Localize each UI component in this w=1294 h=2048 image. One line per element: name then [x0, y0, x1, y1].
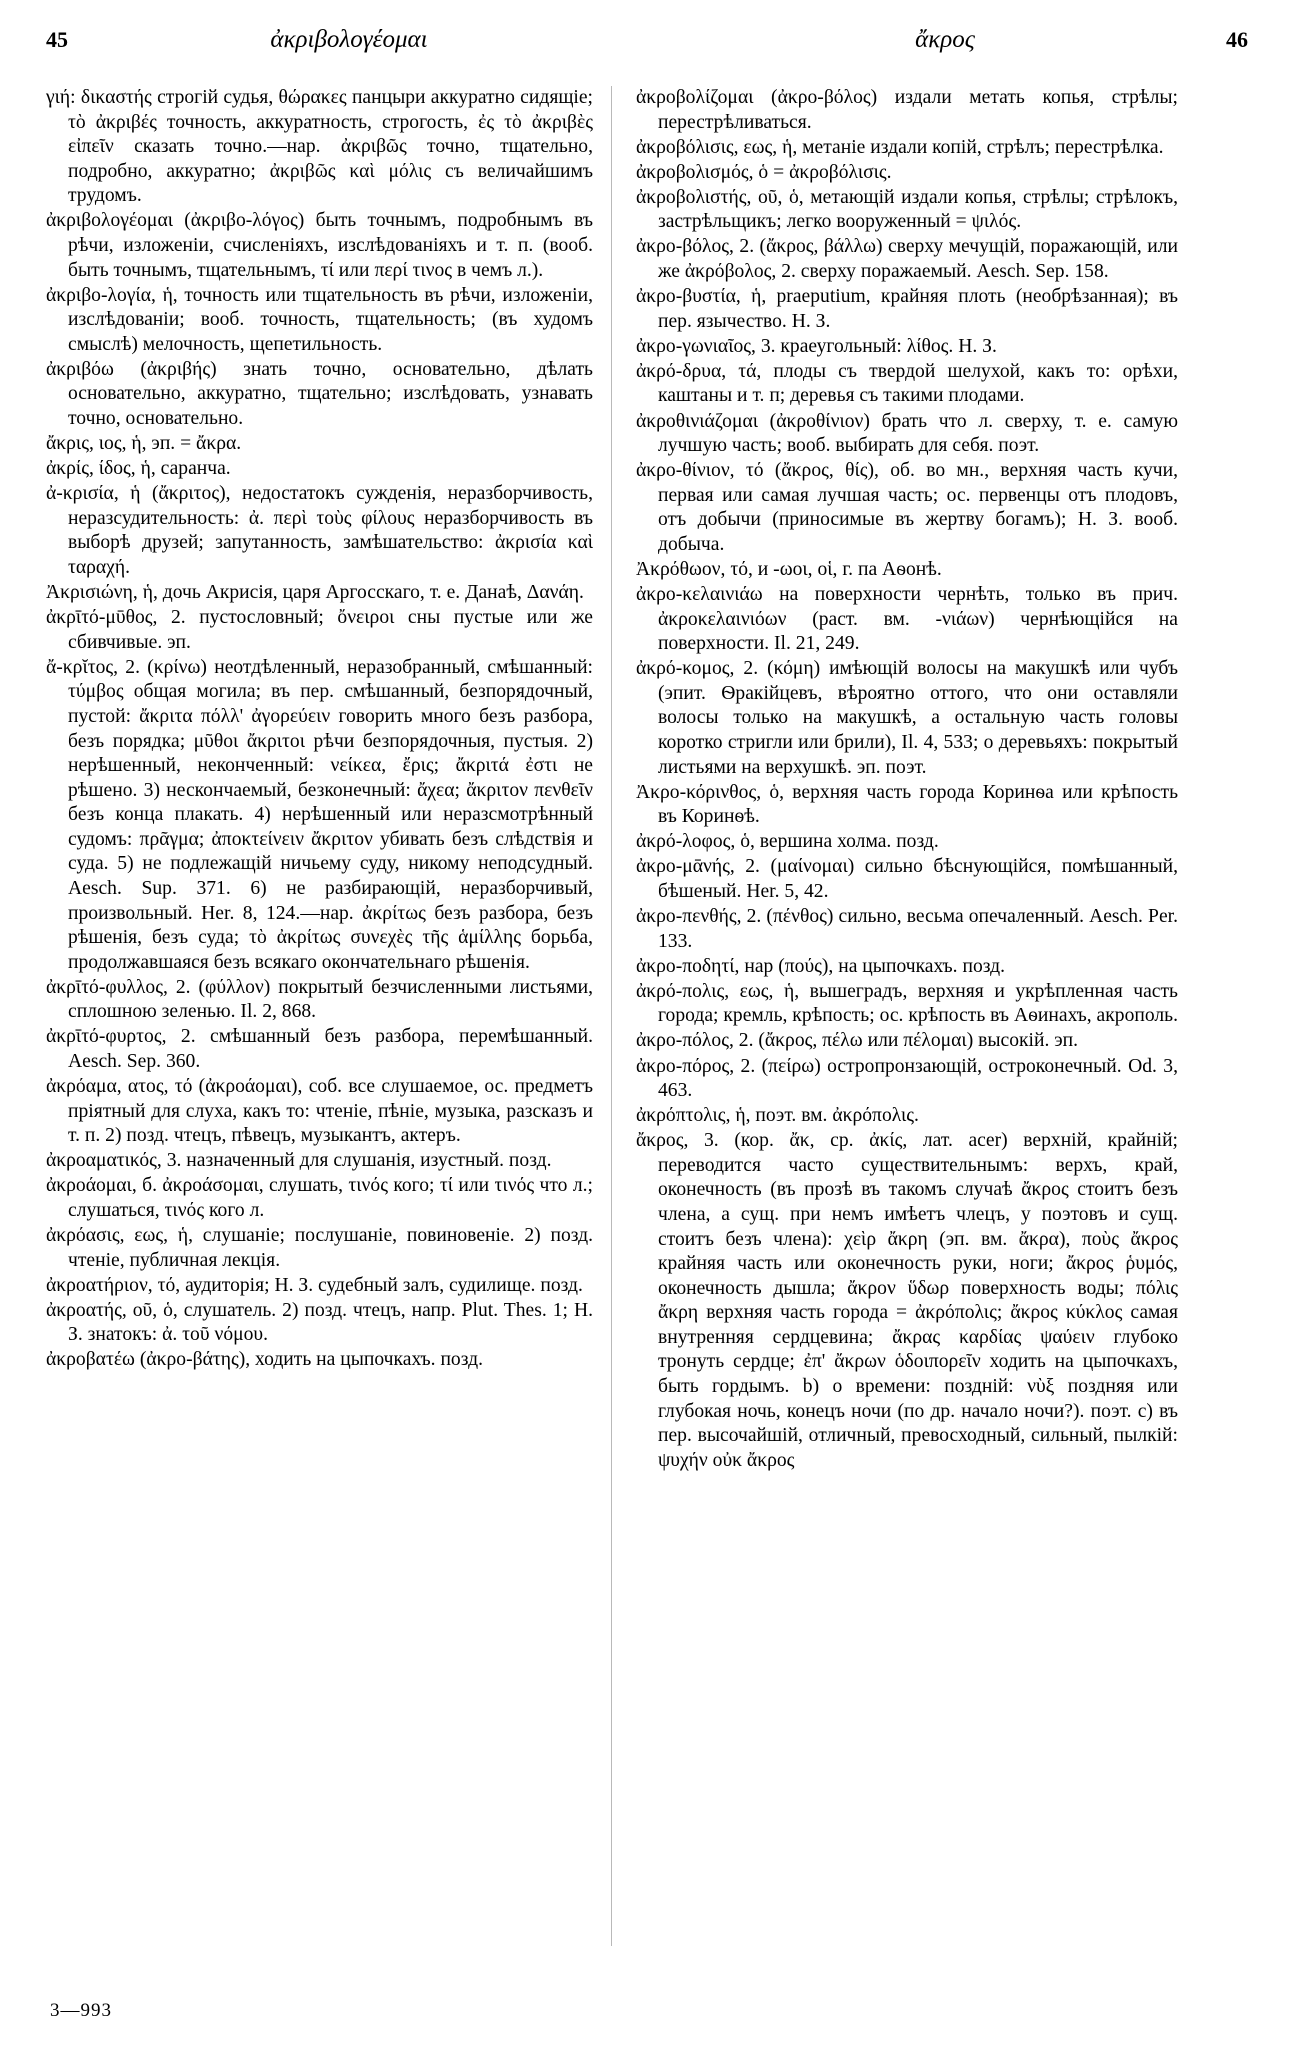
- dictionary-entry: ἀκρόπτολις, ἡ, поэт. вм. ἀκρόπολις.: [636, 1105, 919, 1127]
- dictionary-entry: ἀκρῑτό-φυλλος, 2. (φύλλον) покрытый безчисленными листьями, сплошною зеленью. Il. 2, 868.: [46, 976, 593, 1023]
- dictionary-entry: ἀκροαματικός, 3. назначенный для слушанія, изустный. позд.: [46, 1150, 552, 1172]
- dictionary-entry: ἀκροβολίζομαι (ἀκρο-βόλος) издали метать копья, стрѣлы; перестрѣливаться.: [636, 87, 1178, 133]
- dictionary-entry: ἀκριβόω (ἀκριβής) знать точно, основательно, дѣлать основательно, аккуратно, тщательно; изслѣдовать, узнавать точно, основательно.: [46, 358, 593, 430]
- dictionary-entry: ἀκρίς, ίδος, ἡ, саранча.: [46, 458, 231, 480]
- dictionary-entry: Ἀκρισιώνη, ἡ, дочь Акрисія, царя Аргосскаго, т. е. Данаѣ, Δανάη.: [46, 582, 584, 604]
- dictionary-entry: ἀκριβο-λογία, ἡ, точность или тщательность въ рѣчи, изложеніи, изслѣдованіи; вооб. точность, тщательность; (въ худомъ смыслѣ) мелочность, щепетильность.: [46, 284, 593, 355]
- dictionary-entry: ἀκρόασις, εως, ἡ, слушаніе; послушаніе, повиновеніе. 2) позд. чтеніе, публичная лекція.: [46, 1225, 593, 1271]
- dictionary-entry: ἀκρο-πόρος, 2. (πείρω) остропронзающій, остроконечный. Od. 3, 463.: [636, 1055, 1178, 1102]
- folio-right: 46: [1226, 27, 1248, 52]
- dictionary-entry: ἀκροβολιστής, οῦ, ὁ, метающій издали копья, стрѣлы; стрѣлокъ, застрѣльщикъ; легко вооруженный = ψιλός.: [636, 186, 1178, 233]
- column-left: [46, 86, 612, 1946]
- dictionary-entry: ἀκροβόλισις, εως, ἡ, метаніе издали копій, стрѣлъ; перестрѣлка.: [636, 136, 1164, 158]
- dictionary-entry: ἀκρό-δρυα, τά, плоды съ твердой шелухой, какъ то: орѣхи, каштаны и т. п; деревья съ такими плодами.: [636, 360, 1178, 407]
- dictionary-entry: ἀκρῑτό-μῡθος, 2. пустословный; ὄνειροι сны пустые или же сбивчивые. эп.: [46, 607, 593, 653]
- dictionary-entry: ἀκρο-βυστία, ἡ, praeputium, крайняя плоть (необрѣзанная); въ пер. язычество. Н. З.: [636, 286, 1178, 332]
- dictionary-entry: ἀ-κρισία, ἡ (ἄκριτος), недостатокъ сужденія, неразборчивость, неразсудительность: ἀ. περὶ τοὺς φίλους неразборчивость въ выборѣ друзей; запутанность, замѣшательство: ἀκρισία καὶ ταραχή.: [46, 483, 593, 578]
- dictionary-entry: ἀκρό-κομος, 2. (κόμη) имѣющій волосы на макушкѣ или чубъ (эпит. Ѳракійцевъ, вѣроятно оттого, что они оставляли волосы только на макушкѣ, а остальную часть головы коротко стригли или брили), Il. 4, 533; о деревьяхъ: покрытый листьями на верхушкѣ. эп. поэт.: [636, 658, 1178, 778]
- text-columns: [46, 86, 1248, 1946]
- dictionary-entry: ἀκριβολογέομαι (ἀκριβο-λόγος) быть точнымъ, подробнымъ въ рѣчи, изложеніи, счисленіяхъ, изслѣдованіяхъ и т. п. (вооб. быть точнымъ, тщательнымъ, τί или περί τινος в чемъ л.).: [46, 210, 593, 281]
- dictionary-entry: ἀκρῑτό-φυρτος, 2. смѣшанный безъ разбора, перемѣшанный. Aesch. Sep. 360.: [46, 1026, 593, 1073]
- dictionary-entry: ἀκρο-βόλος, 2. (ἄκρος, βάλλω) сверху мечущій, поражающій, или же ἀκρόβολος, 2. сверху поражаемый. Aesch. Sep. 158.: [636, 236, 1178, 283]
- dictionary-entry: ἄκρος, 3. (кор. ἄκ, ср. ἀκίς, лат. acer) верхній, крайній; переводится часто существительнымъ: верхъ, край, оконечность (въ прозѣ въ такомъ случаѣ ἄκρος стоитъ безъ члена, а сущ. при немъ имѣетъ члецъ, у поэтовъ и сущ. стоитъ безъ члена): χεὶρ ἄκρη (эп. вм. ἄκρα), ποὺς ἄκρος крайняя часть или оконечность руки, ноги; ἄκρος ῥυμός, оконечность дышла; ἄκρον ὕδωρ поверхность воды; πόλις ἄκρη верхняя часть города = ἀκρόπολις; ἄκρος κύκλος самая внутренняя сердцевина; ἄκρας καρδίας ψαύειν глубоко тронуть сердце; ἐπ' ἄκρων ὁδοιπορεῖν ходить на цыпочкахъ, быть гордымъ. b) о времени: поздній: νὺξ поздняя или глубокая ночь, конецъ ночи (по др. начало ночи?). поэт. с) въ пер. высочайшій, отличный, превосходный, сильный, пылкій: ψυχήν οὐκ ἄκρος: [636, 1130, 1178, 1471]
- dictionary-entry: ἀκροβατέω (ἀκρο-βάτης), ходить на цыпочкахъ. позд.: [46, 1349, 483, 1371]
- dictionary-entry: ἀκρο-πενθής, 2. (πένθος) сильно, весьма опечаленный. Aesch. Per. 133.: [636, 906, 1178, 952]
- dictionary-entry: ἀκρο-μᾱνής, 2. (μαίνομαι) сильно бѣснующійся, помѣшанный, бѣшеный. Her. 5, 42.: [636, 856, 1178, 902]
- running-head: [46, 26, 1248, 72]
- dictionary-entry: ἀκρο-ποδητί, нар (πούς), на цыпочкахъ. позд.: [636, 955, 1006, 977]
- signature-mark: 3—993: [50, 2000, 112, 2021]
- dictionary-entry: ἀκρο-κελαινιάω на поверхности чернѣть, только въ прич. ἀκροκελαινιόων (раст. вм. -νιάων) чернѣющійся на поверхности. Il. 21, 249.: [636, 584, 1178, 655]
- dictionary-entry: ἀκροατήριον, τό, аудиторія; Н. З. судебный залъ, судилище. позд.: [46, 1274, 583, 1296]
- dictionary-entry: ἄ-κρῐτος, 2. (κρίνω) неотдѣленный, неразобранный, смѣшанный: τύμβος общая могила; въ пер. смѣшанный, безпорядочный, пустой: ἄκριτα πόλλ' ἀγορεύειν говорить много безъ разбора, безъ порядка; μῦθοι ἄκριτοι рѣчи безпорядочныя, пустыя. 2) нерѣшенный, неконченный: νείκεα, ἔρις; ἄκριτά ἐστι не рѣшено. 3) нескончаемый, безконечный: ἄχεα; ἄκριτον πενθεῖν безъ конца плакать. 4) нерѣшенный или неразсмотрѣнный судомъ: πρᾶγμα; ἀποκτείνειν ἄκριτον убивать безъ слѣдствія и суда. 5) не подлежащій ничьему суду, никому неподсудный. Aesch. Sup. 371. 6) не разбирающій, неразборчивый, произвольный. Her. 8, 124.—нар. ἀκρίτως безъ разбора, безъ рѣшенія, безъ суда; τὸ ἀκρίτως συνεχὲς τῆς ἁμίλλης борьба, продолжавшаяся безъ всякаго окончательнаго рѣшенія.: [46, 656, 593, 973]
- dictionary-entry: Ἀκρόθωον, τό, и -ωοι, οἱ, г. па Аѳонѣ.: [636, 558, 942, 580]
- dictionary-entry: ἀκρο-γωνιαῖος, 3. краеугольный: λίθος. Н. З.: [636, 335, 997, 357]
- running-headword-right: ἄκρος: [915, 26, 975, 53]
- dictionary-entry: ἀκροάομαι, б. ἀκροάσομαι, слушать, τινός кого; τί или τινός что л.; слушаться, τινός кого л.: [46, 1175, 593, 1222]
- running-headword-left: ἀκριβολογέομαι: [270, 26, 428, 53]
- dictionary-entry: γιή: δικαστής строгій судья, θώρακες панцыри аккуратно сидящіе; τὸ ἀκριβές точность, аккуратность, строгость, ἐς τὸ ἀκριβὲς εἰπεῖν сказать точно.—нар. ἀκριβῶς точно, тщательно, подробно, аккуратно; ἀκριβῶς καὶ μόλις съ величайшимъ трудомъ.: [46, 87, 593, 207]
- dictionary-entry: ἀκρό-λοφος, ὁ, вершина холма. позд.: [636, 831, 939, 853]
- dictionary-entry: Ἀκρο-κόρινθος, ὁ, верхняя часть города Коринѳа или крѣпость въ Коринѳѣ.: [636, 781, 1178, 828]
- dictionary-entry: ἀκρο-θίνιον, τό (ἄκρος, θίς), об. во мн., верхняя часть кучи, первая или самая лучшая часть; ос. первенцы отъ плодовъ, отъ добычи (приносимые въ жертву богамъ); Н. З. вооб. добыча.: [636, 460, 1178, 555]
- dictionary-entry: ἄκρις, ιος, ἡ, эп. = ἄκρα.: [46, 433, 242, 455]
- dictionary-entry: ἀκρό-πολις, εως, ἡ, вышеградъ, верхняя и укрѣпленная часть города; кремль, крѣпость; ос. крѣпость въ Аѳинахъ, акрополь.: [636, 980, 1178, 1027]
- column-right: [612, 86, 1178, 1946]
- folio-left: 45: [46, 27, 68, 52]
- dictionary-entry: ἀκροατής, οῦ, ὁ, слушатель. 2) позд. чтецъ, напр. Plut. Thes. 1; Н. З. знатокъ: ἀ. τοῦ νόμου.: [46, 1299, 593, 1346]
- dictionary-entry: ἀκρο-πόλος, 2. (ἄκρος, πέλω или πέλομαι) высокій. эп.: [636, 1030, 1079, 1052]
- dictionary-entry: ἀκροθινιάζομαι (ἀκροθίνιον) брать что л. сверху, т. е. самую лучшую часть; вооб. выбирать для себя. поэт.: [636, 410, 1178, 457]
- dictionary-entry: ἀκρόαμα, ατος, τό (ἀκροάομαι), соб. все слушаемое, ос. предметъ пріятный для слуха, какъ то: чтеніе, пѣніе, музыка, разсказъ и т. п. 2) позд. чтецъ, пѣвецъ, музыкантъ, актеръ.: [46, 1076, 593, 1147]
- dictionary-entry: ἀκροβολισμός, ὁ = ἀκροβόλισις.: [636, 161, 892, 183]
